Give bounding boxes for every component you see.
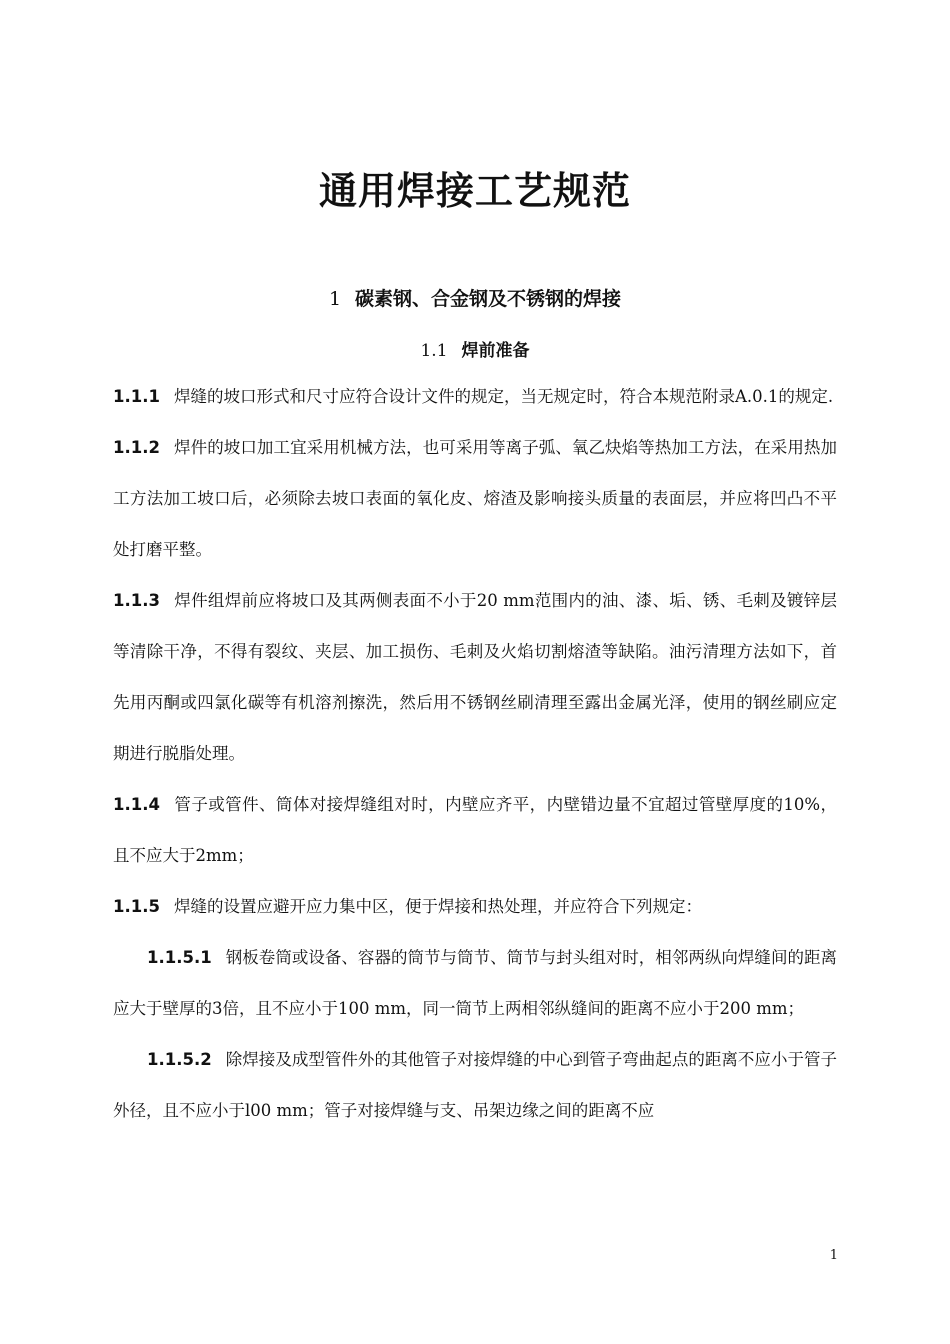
section-number: 1 — [328, 288, 342, 310]
document-title: 通用焊接工艺规范 — [318, 169, 631, 213]
paragraph-1-1-1 — [113, 371, 837, 422]
subsection-number: 1.1 — [420, 341, 448, 361]
section-title: 碳素钢、合金钢及不锈钢的焊接 — [355, 288, 622, 310]
clause-number: 1.1.5.2 — [147, 1050, 212, 1069]
clause-number: 1.1.5 — [113, 897, 160, 916]
clause-text: 钢板卷筒或设备、容器的筒节与筒节、筒节与封头组对时，相邻两纵向焊缝间的距离应大于壁厚的3倍，且不应小于100 mm，同一筒节上两相邻纵缝间的距离不应小于200 mm； — [113, 948, 837, 1018]
subsection-heading — [0, 336, 950, 361]
clause-number: 1.1.5.1 — [147, 948, 212, 967]
clause-number: 1.1.1 — [113, 387, 160, 406]
clause-text: 除焊接及成型管件外的其他管子对接焊缝的中心到管子弯曲起点的距离不应小于管子外径，且不应小于l00 mm；管子对接焊缝与支、吊架边缘之间的距离不应 — [113, 1050, 837, 1120]
paragraph-1-1-2 — [113, 422, 837, 575]
clause-text: 管子或管件、筒体对接焊缝组对时，内壁应齐平，内壁错边量不宜超过管壁厚度的10%，且不应大于2mm； — [113, 795, 837, 865]
body-text — [113, 371, 837, 1136]
subsection-title: 焊前准备 — [461, 341, 530, 361]
paragraph-1-1-5 — [113, 881, 837, 932]
clause-number: 1.1.3 — [113, 591, 160, 610]
clause-number: 1.1.4 — [113, 795, 160, 814]
paragraph-1-1-5-2 — [113, 1034, 837, 1136]
paragraph-1-1-3 — [113, 575, 837, 779]
page-number: 1 — [829, 1248, 838, 1263]
clause-text: 焊件组焊前应将坡口及其两侧表面不小于20 mm范围内的油、漆、垢、锈、毛刺及镀锌层等清除干净，不得有裂纹、夹层、加工损伤、毛刺及火焰切割熔渣等缺陷。油污清理方法如下，首先用丙酮或四氯化碳等有机溶剂擦洗，然后用不锈钢丝刷清理至露出金属光泽，使用的钢丝刷应定期进行脱脂处理。 — [113, 591, 837, 763]
paragraph-1-1-4 — [113, 779, 837, 881]
section-heading — [0, 284, 950, 311]
clause-text: 焊缝的坡口形式和尺寸应符合设计文件的规定，当无规定时，符合本规范附录A.0.1的规定. — [173, 387, 834, 406]
clause-number: 1.1.2 — [113, 438, 160, 457]
clause-text: 焊件的坡口加工宜采用机械方法，也可采用等离子弧、氧乙炔焰等热加工方法，在采用热加工方法加工坡口后，必须除去坡口表面的氧化皮、熔渣及影响接头质量的表面层，并应将凹凸不平处打磨平整。 — [113, 438, 837, 559]
clause-text: 焊缝的设置应避开应力集中区，便于焊接和热处理，并应符合下列规定： — [173, 897, 702, 916]
paragraph-1-1-5-1 — [113, 932, 837, 1034]
